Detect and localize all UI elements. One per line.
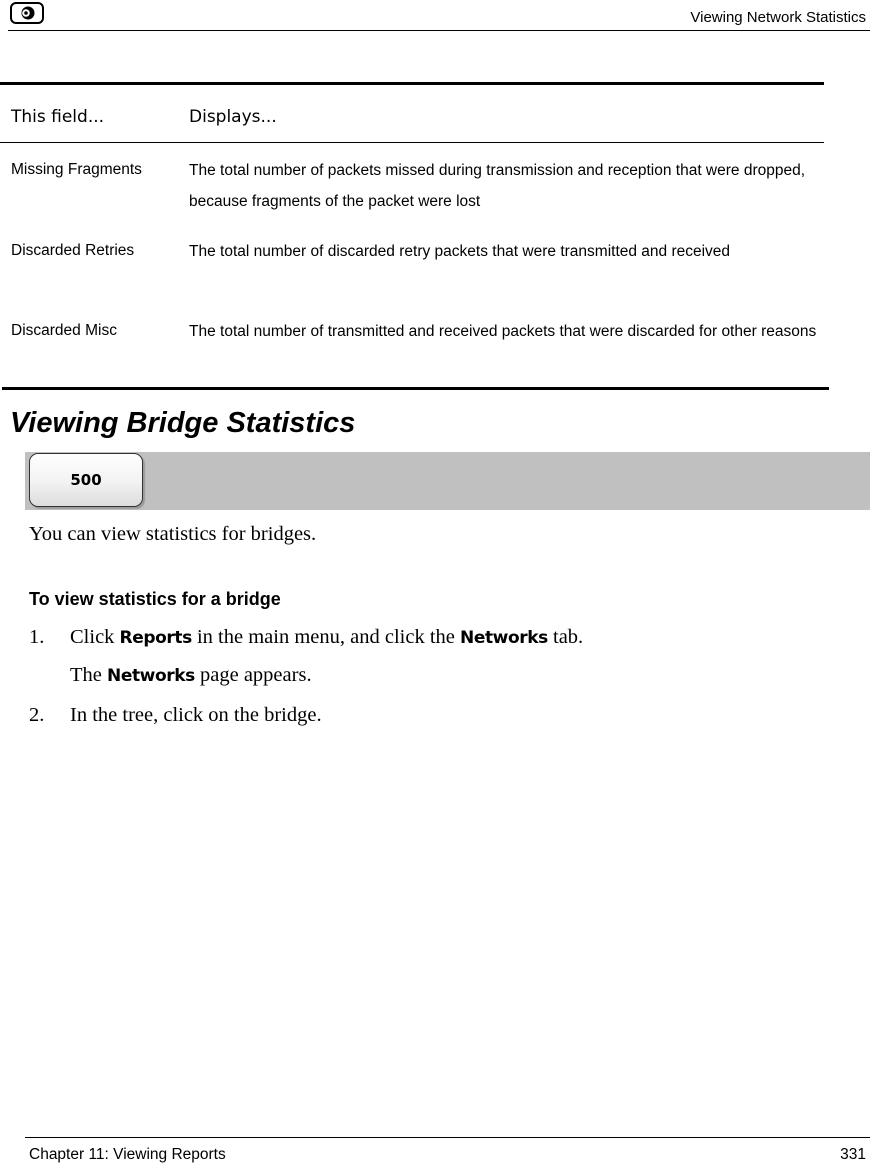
procedure-title: To view statistics for a bridge [29, 589, 281, 609]
camera-lens-icon [10, 2, 44, 24]
step-text-segment: The [70, 664, 107, 686]
ui-label-networks: Networks [107, 666, 195, 686]
version-bar [25, 452, 870, 510]
step-text: In the tree, click on the bridge. [70, 704, 322, 726]
footer-divider [25, 1137, 870, 1138]
table-header-rule [0, 142, 824, 143]
step-text-segment: page appears. [194, 664, 312, 686]
version-badge: 500 [29, 453, 143, 507]
table-row-desc: The total number of transmitted and received packets that were discarded for other reasons [189, 323, 817, 340]
table-row-desc: The total number of discarded retry packets that were transmitted and received [189, 243, 731, 260]
step-text-segment: tab. [547, 626, 584, 648]
ui-label-networks: Networks [460, 628, 548, 648]
step-result [70, 664, 312, 687]
step-text-segment: Click [70, 626, 120, 648]
step-number: 2. [29, 704, 45, 726]
table-row-field: Missing Fragments [11, 161, 142, 178]
footer-page-number: 331 [840, 1146, 866, 1163]
table-row-field: Discarded Misc [11, 322, 117, 339]
header-divider [8, 30, 870, 31]
header-title: Viewing Network Statistics [690, 9, 866, 26]
table-bottom-rule [2, 387, 829, 390]
table-row-desc: The total number of packets missed during transmission and reception that were dropped, because fragments of the packet were lost [189, 162, 806, 210]
intro-text: You can view statistics for bridges. [29, 523, 317, 545]
step-number: 1. [29, 626, 45, 648]
table-top-rule [0, 82, 824, 85]
ui-label-reports: Reports [119, 628, 192, 648]
footer-chapter: Chapter 11: Viewing Reports [29, 1146, 226, 1163]
section-title: Viewing Bridge Statistics [10, 407, 356, 439]
table-row-field: Discarded Retries [11, 242, 135, 259]
step-text [70, 626, 583, 649]
step-text-segment: in the main menu, and click the [191, 626, 460, 648]
table-header-field: This field... [11, 107, 105, 127]
table-header-displays: Displays... [189, 107, 277, 127]
